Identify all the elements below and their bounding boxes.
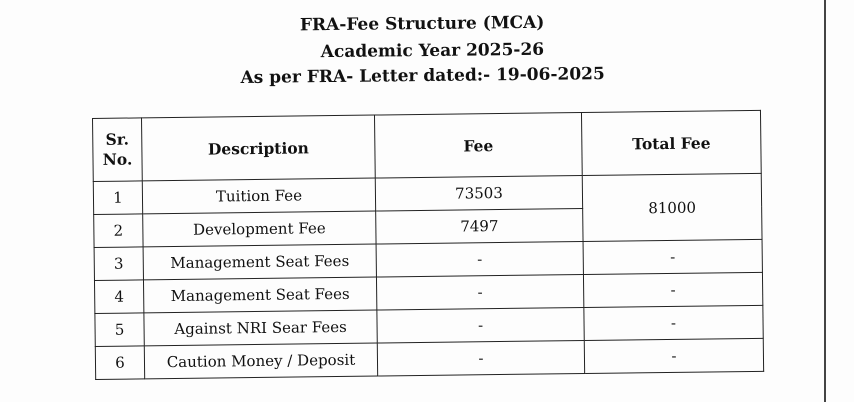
table-row [95, 338, 763, 379]
cell-description: Caution Money / Deposit [144, 343, 377, 379]
cell-fee: - [377, 341, 584, 377]
cell-description: Against NRI Sear Fees [144, 310, 377, 346]
cell-sr: 2 [94, 214, 143, 248]
cell-sr: 6 [95, 346, 144, 380]
cell-total-fee: - [583, 272, 762, 307]
cell-sr: 1 [93, 181, 142, 215]
header-total-fee: Total Fee [581, 110, 761, 175]
cell-fee: - [376, 242, 583, 278]
cell-total-fee: - [584, 305, 763, 340]
header-no-label: No. [102, 149, 133, 169]
cell-fee: 73503 [375, 176, 582, 212]
header-sr-label: Sr. [105, 129, 130, 149]
header-sr-no [93, 118, 143, 182]
cell-description: Management Seat Fees [143, 277, 376, 313]
cell-fee: 7497 [376, 209, 583, 245]
letter-reference: As per FRA- Letter dated:- 19-06-2025 [240, 64, 605, 88]
cell-sr: 5 [95, 313, 144, 347]
header-description: Description [142, 115, 376, 181]
header-fee: Fee [374, 113, 582, 179]
fee-structure-table [92, 110, 764, 380]
cell-fee: - [376, 275, 583, 311]
cell-total-fee: - [583, 239, 762, 274]
cell-sr: 4 [94, 280, 143, 314]
cell-fee: - [377, 308, 584, 344]
table-row [93, 173, 761, 214]
table-header-row [93, 110, 762, 181]
document-header [0, 8, 854, 94]
cell-description: Management Seat Fees [143, 244, 376, 280]
academic-year: Academic Year 2025-26 [320, 39, 545, 63]
cell-total-fee: - [584, 338, 763, 373]
cell-description: Tuition Fee [142, 178, 375, 214]
cell-total-fee-merged: 81000 [582, 173, 762, 241]
cell-description: Development Fee [143, 211, 376, 247]
cell-sr: 3 [94, 247, 143, 281]
document-title: FRA-Fee Structure (MCA) [299, 12, 545, 36]
